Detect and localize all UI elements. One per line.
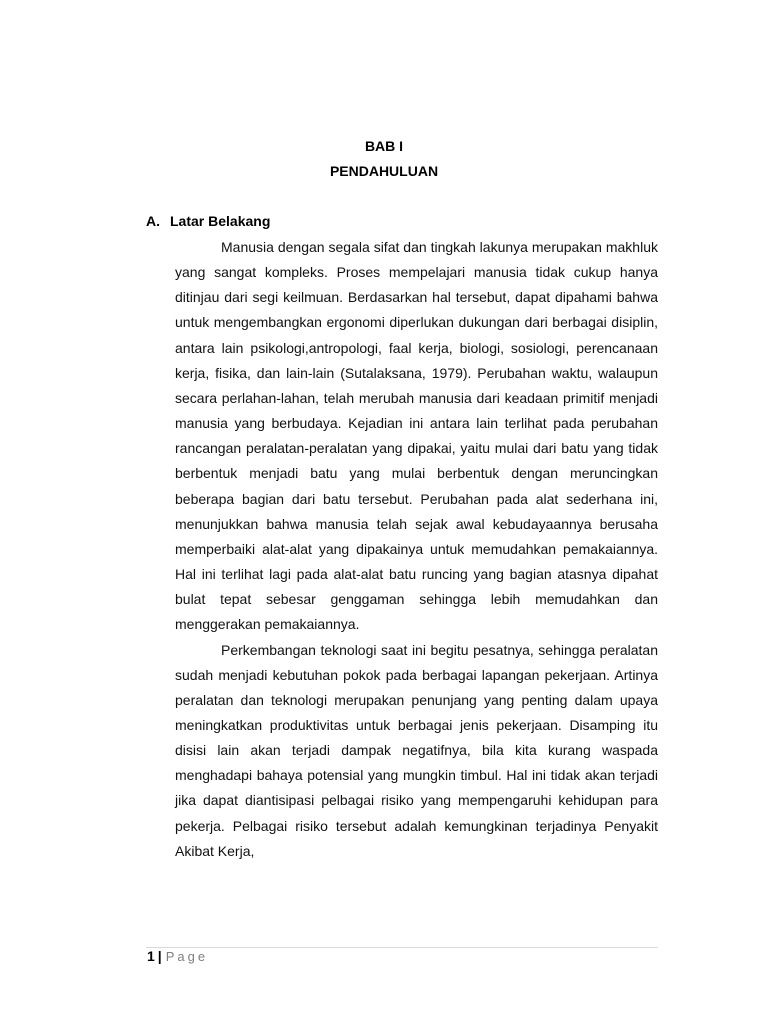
- page-number: 1: [147, 948, 155, 964]
- chapter-title: PENDAHULUAN: [329, 163, 439, 179]
- paragraph-2: Perkembangan teknologi saat ini begitu pesatnya, sehingga peralatan sudah menjadi kebutuhan pokok pada berbagai lapangan pekerjaan. Artinya peralatan dan teknologi merupakan penunjang yang penting dalam upaya meningkatkan produktivitas untuk berbagai jenis pekerjaan. Disamping itu disisi lain akan terjadi dampak negatifnya, bila kita kurang waspada menghadapi bahaya potensial yang mungkin timbul. Hal ini tidak akan terjadi jika dapat diantisipasi pelbagai risiko yang mempengaruhi kehidupan para pekerja. Pelbagai risiko tersebut adalah kemungkinan terjadinya Penyakit Akibat Kerja,: [175, 641, 658, 859]
- body-text: [175, 235, 658, 864]
- section-heading: [146, 211, 270, 231]
- footer-separator: |: [157, 948, 162, 964]
- chapter-number: BAB I: [364, 138, 404, 154]
- footer-divider: [146, 947, 658, 948]
- section-letter: A.: [146, 213, 160, 229]
- page-label: Page: [165, 949, 209, 964]
- section-title: Latar Belakang: [170, 213, 271, 229]
- page-footer: [147, 947, 208, 966]
- paragraph-1: Manusia dengan segala sifat dan tingkah lakunya merupakan makhluk yang sangat kompleks. Proses mempelajari manusia tidak cukup hanya ditinjau dari segi keilmuan. Berdasarkan hal tersebut, dapat dipahami bahwa untuk mengembangkan ergonomi diperlukan dukungan dari berbagai disiplin, antara lain psikologi,antropologi, faal kerja, biologi, sosiologi, perencanaan kerja, fisika, dan lain-lain (Sutalaksana, 1979). Perubahan waktu, walaupun secara perlahan-lahan, telah merubah manusia dari keadaan primitif menjadi manusia yang berbudaya. Kejadian ini antara lain terlihat pada perubahan rancangan peralatan-peralatan yang dipakai, yaitu mulai dari batu yang tidak berbentuk menjadi batu yang mulai berbentuk dengan meruncingkan beberapa bagian dari batu tersebut. Perubahan pada alat sederhana ini, menunjukkan bahwa manusia telah sejak awal kebudayaannya berusaha memperbaiki alat-alat yang dipakainya untuk memudahkan pemakaiannya. Hal ini terlihat lagi pada alat-alat batu runcing yang bagian atasnya dipahat bulat tepat sebesar genggaman sehingga lebih memudahkan dan menggerakan pemakaiannya.: [175, 239, 658, 633]
